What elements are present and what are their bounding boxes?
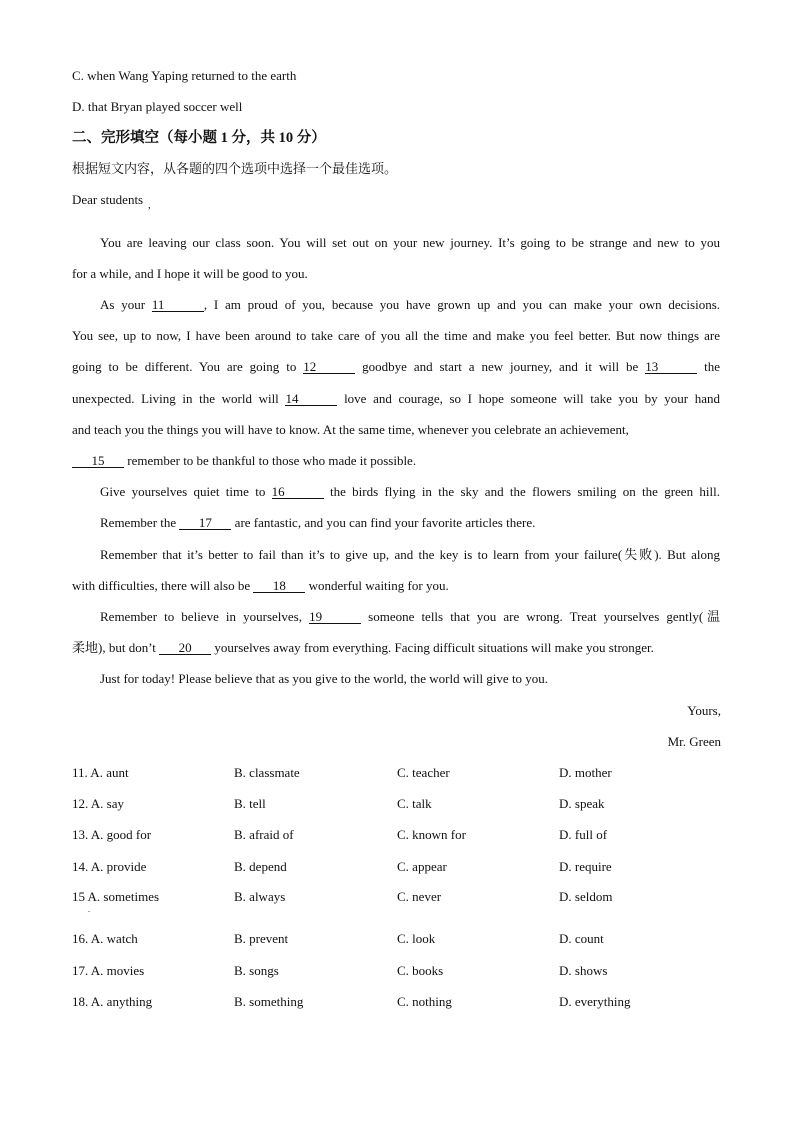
option-a: 17. A. movies [72,963,145,978]
option-c: C. nothing [397,994,452,1009]
passage-text: unexpected. Living in the world will [72,391,286,406]
option-d: D. mother [559,765,612,780]
option-d: D. everything [559,994,631,1009]
option-c: C. appear [397,859,447,874]
blank-20: 20 [159,641,211,655]
stray-dot: . [88,905,90,914]
passage-text: Give yourselves quiet time to [100,484,272,499]
blank-11: 11 [152,298,204,312]
blank-12: 12 [303,360,355,374]
blank-13: 13 [645,360,697,374]
question-row [72,963,732,979]
option-b: B. classmate [234,765,300,780]
passage-text: the [697,359,720,374]
question-row [72,859,732,875]
passage-text: remember to be thankful to those who made it possible. [124,453,417,468]
passage-line [100,547,720,563]
passage-text: someone tells that you are wrong. Treat yourselves gently(温 [361,609,721,624]
option-a: 11. A. aunt [72,765,129,780]
passage-text: the birds flying in the sky and the flowers smiling on the green hill. [323,484,720,499]
question-row [72,994,732,1010]
passage-text: going to be different. You are going to [72,359,304,374]
salutation: Dear students [72,192,144,207]
option-a: 14. A. provide [72,859,147,874]
passage-text: You are leaving our class soon. You will set out on your new journey. It’s going to be strange and new to you [100,235,720,250]
passage-line [72,453,416,469]
option-d: D. speak [559,796,605,811]
blank-15: 15 [72,454,124,468]
question-row [72,931,732,947]
blank-14: 14 [285,392,337,406]
passage-line [72,328,720,344]
option-a: 16. A. watch [72,931,138,946]
passage-line [100,609,720,625]
option-c: C. known for [397,827,466,842]
passage-line [72,422,629,438]
question-row [72,889,732,905]
passage-text: You see, up to now, I have been around to take care of you all the time and make you feel better. But now things are [72,328,720,343]
previous-option-c: C. when Wang Yaping returned to the earth [72,68,297,83]
salutation-comma: , [148,199,151,211]
option-b: B. songs [234,963,279,978]
passage-text: Remember that it’s better to fail than it’s to give up, and the key is to learn from your failure(失败). But along [100,547,720,562]
option-b: B. always [234,889,286,904]
section-title: 二、完形填空（每小题 1 分，共 10 分） [72,130,326,146]
passage-line [72,640,654,656]
passage-line [100,515,535,531]
passage-text: love and courage, so I hope someone will take you by your hand [337,391,721,406]
passage-text: wonderful waiting for you. [305,578,449,593]
passage-text: As your [100,297,152,312]
option-d: D. require [559,859,612,874]
passage-line [72,266,308,282]
option-b: B. depend [234,859,287,874]
passage-text: for a while, and I hope it will be good to you. [72,266,308,281]
passage-line [100,297,720,313]
option-c: C. look [397,931,436,946]
passage-text: yourselves away from everything. Facing difficult situations will make you stronger. [211,640,654,655]
passage-text: are fantastic, and you can find your favorite articles there. [231,515,536,530]
passage-line [100,235,720,251]
option-a: 13. A. good for [72,827,152,842]
passage-text: Just for today! Please believe that as you give to the world, the world will give to you. [100,671,549,686]
question-row [72,796,732,812]
blank-17: 17 [179,516,231,530]
passage-text: goodbye and start a new journey, and it will be [355,359,646,374]
option-c: C. never [397,889,442,904]
passage-text: , I am proud of you, because you have grown up and you can make your own decisions. [203,297,721,312]
passage-text: Remember to believe in yourselves, [100,609,310,624]
passage-line [72,391,720,407]
option-c: C. books [397,963,444,978]
option-c: C. talk [397,796,432,811]
passage-text: with difficulties, there will also be [72,578,254,593]
question-row [72,765,732,781]
passage-text: and teach you the things you will have to know. At the same time, whenever you celebrate an achievement, [72,422,629,437]
option-a: 18. A. anything [72,994,153,1009]
closing: Yours, [687,703,721,718]
passage-line [100,484,720,500]
question-row [72,827,732,843]
option-b: B. tell [234,796,266,811]
blank-16: 16 [272,485,324,499]
previous-option-d: D. that Bryan played soccer well [72,99,243,114]
passage-line [72,578,449,594]
passage-line [72,359,720,375]
option-d: D. seldom [559,889,613,904]
option-d: D. shows [559,963,608,978]
option-a: 15 A. sometimes [72,889,160,904]
option-b: B. prevent [234,931,289,946]
signature: Mr. Green [667,734,721,749]
passage-line [100,671,548,687]
option-b: B. afraid of [234,827,294,842]
blank-18: 18 [253,579,305,593]
option-a: 12. A. say [72,796,124,811]
option-b: B. something [234,994,304,1009]
passage-text: 柔地), but don’t [72,640,160,655]
blank-19: 19 [309,610,361,624]
passage-text: Remember the [100,515,180,530]
option-d: D. count [559,931,604,946]
option-c: C. teacher [397,765,450,780]
option-d: D. full of [559,827,608,842]
instruction: 根据短文内容，从各题的四个选项中选择一个最佳选项。 [72,161,398,176]
